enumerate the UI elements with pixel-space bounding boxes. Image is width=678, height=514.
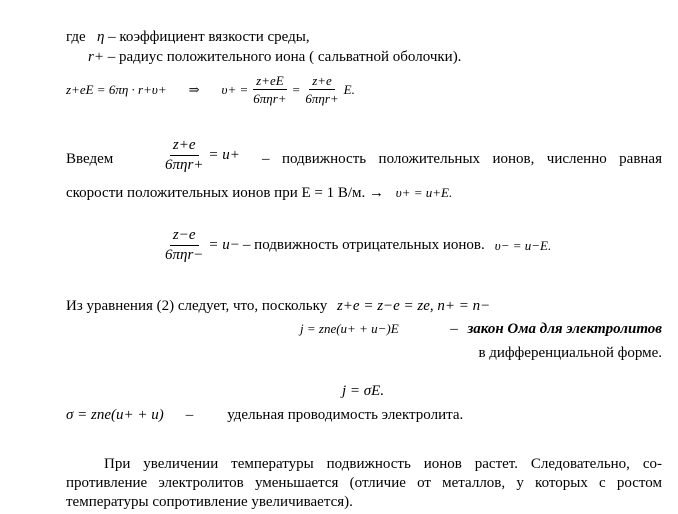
viscosity-line — [66, 30, 310, 45]
implies-arrow: ⇒ — [188, 82, 200, 97]
ohm-law-title: закон Ома для электролитов — [467, 321, 662, 337]
velocity-fraction-1: $\frac{z+eE}{\text{6πηr+}}$ — [253, 73, 287, 106]
ohm-dash: – — [450, 321, 458, 337]
introduce-word: Введем — [66, 151, 114, 167]
speed-formula: υ+ = u+E. — [395, 185, 453, 200]
paragraph-line-3: температуры сопротивление увеличивается). — [66, 494, 353, 510]
conductivity-line — [66, 408, 463, 423]
conductivity-dash: – — [185, 407, 194, 423]
conductivity-formula: σ = zne(u+ + u) — [66, 407, 164, 423]
ohm-law-line — [300, 322, 662, 337]
from-equation-line — [66, 299, 490, 314]
differential-form-text: в дифференциальной форме. — [478, 345, 662, 361]
velocity-lhs: υ+ = — [221, 82, 249, 97]
radius-description: – радиус положительного иона ( сальватной оболочки). — [107, 49, 462, 65]
radius-line — [88, 50, 461, 65]
negative-mobility-symbol: = u− — [208, 237, 240, 253]
positive-mobility-symbol: = u+ — [208, 147, 240, 163]
charge-equality-formula: z+e = z−e = ze, n+ = n− — [336, 298, 491, 314]
viscosity-description: – коэффициент вязкости среды, — [108, 29, 310, 45]
speed-text: скорости положительных ионов при E = 1 В/м. → — [66, 185, 385, 201]
conductivity-text: удельная проводимость электролита. — [227, 407, 464, 423]
positive-mobility-definition — [160, 138, 240, 173]
radius-symbol: r+ — [88, 49, 104, 65]
field-symbol: E. — [343, 82, 355, 97]
negative-mobility-formula: υ− = u−E. — [494, 238, 552, 253]
from-equation-text: Из уравнения (2) следует, что, поскольку — [66, 298, 328, 314]
force-balance: z+eE = 6πη · r+υ+ — [66, 82, 167, 97]
paragraph-line-2: противление электролитов уменьшается (отличие от металлов, у которых с ростом — [66, 475, 662, 491]
eta-symbol: η — [96, 29, 105, 45]
ohm-law-formula: j = zne(u+ + u−)E — [300, 321, 399, 336]
where-word: где — [66, 29, 86, 45]
negative-mobility-definition — [160, 228, 551, 263]
paragraph-line-1: При увеличении температуры подвижность ионов растет. Следовательно, со- — [104, 456, 662, 472]
negative-mobility-text: – подвижность отрицательных ионов. — [242, 237, 485, 253]
velocity-fraction-2: $\frac{z+e}{\text{6πηr+}}$ — [305, 73, 339, 106]
positive-mobility-fraction: $\frac{z+e}{\text{6πηr+}}$ — [165, 137, 204, 173]
positive-mobility-text: – подвижность положительных ионов, численно равная — [262, 151, 662, 167]
equals-sign: = — [291, 82, 301, 97]
speed-line — [66, 186, 452, 201]
stokes-equation — [66, 74, 355, 105]
conductivity-law: j = σE. — [342, 383, 385, 399]
negative-mobility-fraction: $\frac{z-e}{\text{6πηr−}}$ — [165, 227, 204, 263]
